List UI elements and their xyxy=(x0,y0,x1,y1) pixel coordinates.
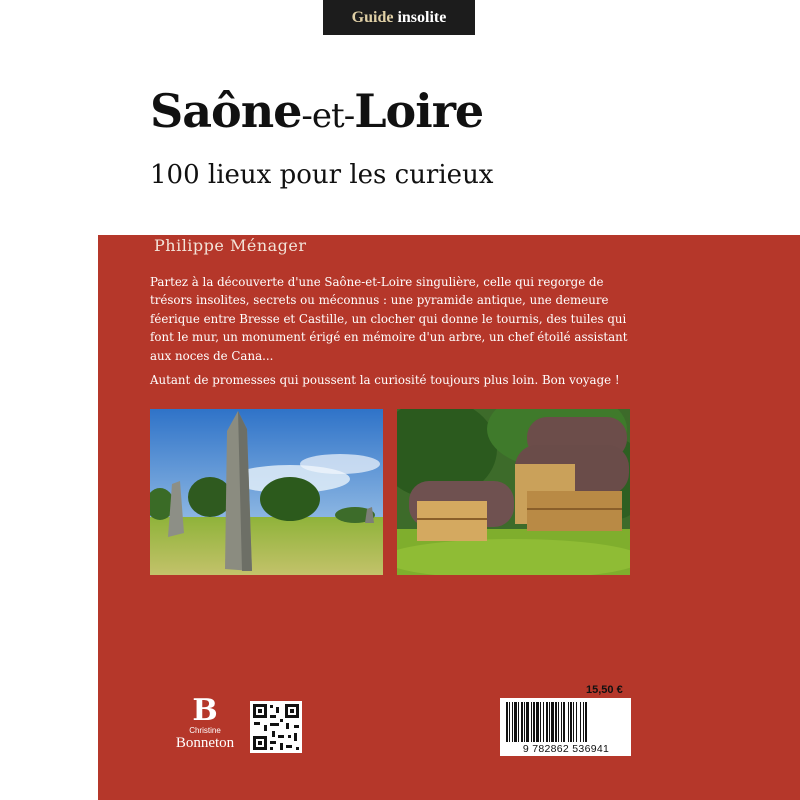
title-connector: -et- xyxy=(301,96,355,136)
blurb xyxy=(150,273,630,395)
book-subtitle: 100 lieux pour les curieux xyxy=(150,160,494,190)
series-tag-part1: Guide xyxy=(351,8,394,26)
book-title xyxy=(150,84,483,138)
series-tag-part2: insolite xyxy=(397,8,447,26)
title-part1: Saône xyxy=(150,84,302,138)
qr-code xyxy=(250,701,302,753)
blurb-paragraph-2: Autant de promesses qui poussent la curiosité toujours plus loin. Bon voyage ! xyxy=(150,373,620,388)
blurb-paragraph-1: Partez à la découverte d'une Saône-et-Loire singulière, celle qui regorge de trésors insolites, secrets ou méconnus : une pyramide antique, une demeure féerique entre Bresse et Castille, un clocher qui donne le tournis, des tuiles qui font le mur, un monument érigé en mémoire d'un arbre, un chef étoilé assistant aux noces de Cana... xyxy=(150,275,628,363)
publisher-logo-letter: B xyxy=(192,693,218,728)
author-name: Philippe Ménager xyxy=(154,236,307,255)
series-tag xyxy=(323,0,475,35)
menhir-photo xyxy=(150,409,383,575)
price: 15,50 € xyxy=(586,684,623,696)
publisher-logo xyxy=(170,693,240,756)
publisher-logo-line1: Christine xyxy=(189,726,221,735)
cabins-photo xyxy=(397,409,630,575)
title-part2: Loire xyxy=(354,84,484,138)
publisher-logo-line2: Bonneton xyxy=(175,735,235,751)
isbn-number: 9 782862 536941 xyxy=(522,743,610,755)
